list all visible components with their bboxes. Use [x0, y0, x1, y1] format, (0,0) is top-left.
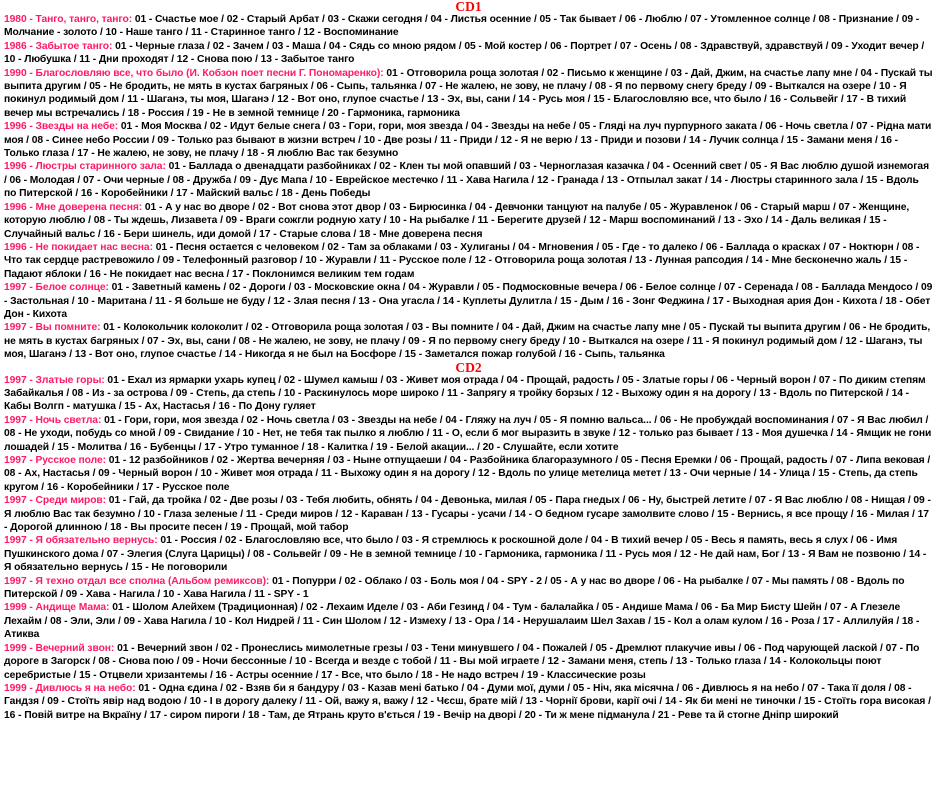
album-header: 1996 - Не покидает нас весна: — [4, 241, 153, 253]
album-entry — [4, 454, 933, 494]
album-header: 1999 - Вечерний звон: — [4, 642, 115, 654]
album-header: 1997 - Златые горы: — [4, 374, 105, 386]
album-entry — [4, 40, 933, 67]
album-entry — [4, 642, 933, 682]
album-entry — [4, 281, 933, 321]
album-tracks: 01 - Счастье мое / 02 - Старый Арбат / 03 - Скажи сегодня / 04 - Листья осенние / 05 - Так бывает / 06 - Люблю / 07 - Утомленное солнце / 08 - Признание / 09 - Молчание - золото / 10 - Наше танго / 11 - Старинное танго / 12 - Воспоминание — [4, 14, 920, 39]
album-entry — [4, 682, 933, 722]
album-tracks: 01 - Гори, гори, моя звезда / 02 - Ночь светла / 03 - Звезды на небе / 04 - Гляжу на луч / 05 - Я помню вальса... / 06 - Не пробуждай воспоминания / 07 - Я Вас любил / 08 - Не уходи, побудь со мной / 09 - Свидание / 10 - Нет, не тебя так пылко я люблю / 11 - О, если б мог выразить в звуке / 12 - только раз бывает / 13 - Моя душечка / 14 - Ямщик не гони лошадей / 15 - Молитва / 16 - Бубенцы / 17 - Утро туманное / 18 - Калитка / 19 - Белой акации... / 20 - Слушайте, если хотите — [4, 414, 932, 453]
album-tracks: 01 - Баллада о двенадцати разбойниках / 02 - Клен ты мой опавший / 03 - Черноглазая казачка / 04 - Осенний свет / 05 - Я Вас люблю душой изнемогая / 06 - Молодая / 07 - Очи черные / 08 - Дружба / 09 - Дує Мапа / 10 - Еврейское местечко / 11 - Хава Нагила / 12 - Гранада / 13 - Отпылал закат / 14 - Люстры старинного зала / 15 - Вдоль по Питерской / 16 - Коробейники / 17 - Майский вальс / 18 - День Победы — [4, 161, 930, 200]
album-tracks: 01 - Гай, да тройка / 02 - Две розы / 03 - Тебя любить, обнять / 04 - Девонька, милая / 05 - Пара гнедых / 06 - Ну, быстрей летите / 07 - Я Вас люблю / 08 - Нищая / 09 - Я люблю Вас так безумно / 10 - Глаза зеленые / 11 - Среди миров / 12 - Караван / 13 - Гусары - усачи / 14 - О бедном гусаре замолвите слово / 15 - Вернись, я все прощу / 16 - Милая / 17 - Дорогой длинною / 18 - Вы просите песен / 19 - Прощай, мой табор — [4, 495, 931, 534]
album-tracks: 01 - Ехал из ярмарки ухарь купец / 02 - Шумел камыш / 03 - Живет моя отрада / 04 - Прощай, радость / 05 - Златые горы / 06 - Черный ворон / 07 - По диким степям Забайкалья / 08 - Из - за острова / 09 - Степь, да степь / 10 - Раскинулось море широко / 11 - Запрягу я тройку борзых / 12 - Выхожу один я на дорогу / 13 - Вдоль по Питерской / 14 - Кабы Волгп - матушка / 15 - Ах, Настасья / 16 - По Дону гуляет — [4, 374, 926, 413]
album-tracks: 01 - Шолом Алейхем (Традиционная) / 02 - Лехаим Иделе / 03 - Аби Гезинд / 04 - Тум - балалайка / 05 - Андише Мама / 06 - Ба Мир Бисту Шейн / 07 - А Глезеле Лехайм / 08 - Эли, Эли / 09 - Хава Нагила / 10 - Кол Нидрей / 11 - Син Шолом / 12 - Измеху / 13 - Ора / 14 - Нерушалаим Шел Захав / 15 - Кол а олам кулом / 16 - Роза / 17 - Аллилуйя / 18 - Атиква — [4, 602, 920, 641]
album-header: 1997 - Русское поле: — [4, 455, 106, 466]
album-tracks: 01 - Отговорила роща золотая / 02 - Письмо к женщине / 03 - Дай, Джим, на счастье лапу мне / 04 - Пускай ты выпита другим / 05 - Не бродить, не мять в кустах багряных / 06 - Сыпь, тальянка / 07 - Не жалею, не зову, не плачу / 08 - Я по первому снегу бреду / 09 - Выткался на озере / 10 - Я покинул родимый дом / 11 - Шаганэ, ты моя, Шаганэ / 12 - Вот оно, глупое счастье / 13 - Эх, вы, сани / 14 - Русь моя / 15 - Благословляю все, что было / 16 - Сольвейг / 17 - В тихий вечер мы встречались / 18 - Россия / 19 - Не в земной темнице / 20 - Гармоника, гармоника — [4, 67, 933, 119]
album-tracks: 01 - Моя Москва / 02 - Идут белые снега / 03 - Гори, гори, моя звезда / 04 - Звезды на небе / 05 - Гляді на луч пурпурного заката / 06 - Ночь светла / 07 - Рідна мати моя / 08 - Синее небо России / 09 - Только раз бывают в жизни встреч / 10 - Две розы / 11 - Приди / 12 - Я не верю / 13 - Приди и позови / 14 - Лучик солнца / 15 - Замани меня / 16 - Только глаза / 17 - Не жалею, не зову, не плачу / 18 - Я люблю Вас так безумно — [4, 121, 932, 160]
album-tracks: 01 - Россия / 02 - Благословляю все, что было / 03 - Я стремлюсь к роскошной доле / 04 - В тихий вечер / 05 - Весь я память, весь я слух / 06 - Имя Пушкинского дома / 07 - Элегия (Слуга Царицы) / 08 - Сольвейг / 09 - Не в земной темнице / 10 - Гармоника, гармоника / 11 - Русь моя / 12 - Не дай нам, Бог / 13 - Я Вам не позвоню / 14 - Я обязательно вернусь / 15 - Не поговорили — [4, 535, 927, 574]
album-entry — [4, 534, 933, 574]
album-tracks: 01 - А у нас во дворе / 02 - Вот снова этот двор / 03 - Бирюсинка / 04 - Девчонки танцуют на палубе / 05 - Журавленок / 06 - Старый марш / 07 - Женщине, которую люблю / 08 - Ты ждешь, Лизавета / 09 - Враги сожгли родную хату / 10 - На рыбалке / 11 - Берегите друзей / 12 - Марш воспоминаний / 13 - Эхо / 14 - Даль великая / 15 - Случайный вальс / 16 - Бери шинель, иди домой / 17 - Старые слова / 18 - Мне доверена песня — [4, 201, 910, 240]
album-header: 1986 - Забытое танго: — [4, 40, 113, 52]
album-tracks: 01 - 12 разбойников / 02 - Жертва вечерняя / 03 - Ныне отпущаеши / 04 - Разбойника благоразумного / 05 - Песня Еремки / 06 - Прощай, радость / 07 - Липа вековая / 08 - Ах, Настасья / 09 - Черный ворон / 10 - Живет моя отрада / 11 - Выхожу один я на дорогу / 12 - Вдоль по улице метелица метет / 13 - Очи черные / 14 - Улица / 15 - Степь, да степь кругом / 16 - Коробейники / 17 - Русское поле — [4, 455, 931, 493]
album-header: 1997 - Ночь светла: — [4, 414, 102, 426]
cd1-album-list — [4, 13, 933, 362]
album-tracks: 01 - Песня остается с человеком / 02 - Там за облаками / 03 - Хулиганы / 04 - Мгновения / 05 - Где - то далеко / 06 - Баллада о красках / 07 - Ноктюрн / 08 - Что так сердце растревожило / 09 - Телефонный разговор / 10 - Журавли / 11 - Русское поле / 12 - Отговорила роща золотая / 13 - Лунная рапсодия / 14 - Мне бесконечно жаль / 15 - Падают яблоки / 16 - Не покидает нас весна / 17 - Поклонимся великим тем годам — [4, 241, 920, 280]
album-tracks: 01 - Одна єдина / 02 - Взяв би я бандуру / 03 - Казав мені батько / 04 - Думи мої, думи / 05 - Ніч, яка місячна / 06 - Дивлюсь я на небо / 07 - Така її доля / 08 - Гандзя / 09 - Стоїть явір над водою / 10 - І в дорогу далеку / 11 - Ой, важу я, важу / 12 - Чєсш, брате мій / 13 - Чорнії брови, карії очі / 14 - Як би мені не тиночки / 15 - Стоїть гора високая / 16 - Повій витре на Вкраїну / 17 - сиром пироги / 18 - Там, де Ятрань круто в'ється / 19 - Вечір на дворі / 20 - Ти ж мене підманула / 21 - Реве та й стогне Дніпр широкий — [4, 682, 931, 721]
album-tracks: 01 - Колокольчик колоколит / 02 - Отговорила роща золотая / 03 - Вы помните / 04 - Дай, Джим на счастье лапу мне / 05 - Пускай ты выпита другим / 06 - Не бродить, не мять в кустах багряных / 07 - Эх, вы, сани / 08 - Не жалею, не зову, не плачу / 09 - Я по первому снегу бреду / 10 - Выткался на озере / 11 - Я покинул родимый дом / 12 - Шаганэ, ты моя, Шаганэ / 13 - Вот оно, глупое счастье / 14 - Никогда я не был на Босфоре / 15 - Заметался пожар голубой / 16 - Сыпь, тальянка — [4, 322, 931, 361]
album-entry — [4, 67, 933, 121]
album-header: 1996 - Мне доверена песня: — [4, 201, 143, 213]
album-entry — [4, 374, 933, 414]
album-entry — [4, 241, 933, 281]
cd2-album-list — [4, 374, 933, 723]
album-tracks: 01 - Черные глаза / 02 - Зачем / 03 - Маша / 04 - Сядь со мною рядом / 05 - Мой костер / 06 - Портрет / 07 - Осень / 08 - Здравствуй, здравствуй / 09 - Уходит вечер / 10 - Любушка / 11 - Дни проходят / 12 - Снова пою / 13 - Забытое танго — [4, 40, 925, 66]
album-header: 1997 - Я тeхно отдал все сполна (Альбом ремиксов): — [4, 575, 270, 587]
album-header: 1996 - Люстры старинного зала: — [4, 161, 166, 173]
album-tracks: 01 - Вечерний звон / 02 - Пронеслись мимолетные грезы / 03 - Тени минувшего / 04 - Пожалей / 05 - Дремлют плакучие ивы / 06 - Под чарующей лаской / 07 - По дороге в Загорск / 08 - Снова пою / 09 - Ночи бессонные / 10 - Всегда и везде с тобой / 11 - Вы мой играете / 12 - Замани меня, степь / 13 - Только глаза / 14 - Колокольцы поют серебристые / 15 - Отцвели хризантемы / 16 - Астры осенние / 17 - Все, что было / 18 - Не надо встреч / 19 - Классические розы — [4, 642, 920, 681]
album-header: 1997 - Белое солнце: — [4, 282, 109, 294]
album-header: 1997 - Вы помните: — [4, 322, 101, 334]
album-header: 1996 - Звезды на небе: — [4, 121, 119, 133]
album-entry — [4, 494, 933, 534]
album-header: 1999 - Дивлюсь я на небо: — [4, 682, 136, 694]
album-header: 1990 - Благословляю все, что было (И. Кобзон поет песни Г. Пономаренко): — [4, 67, 384, 79]
album-tracks: 01 - Заветный камень / 02 - Дороги / 03 - Московские окна / 04 - Журавли / 05 - Подмосковные вечера / 06 - Белое солнце / 07 - Серенада / 08 - Баллада Мендосо / 09 - Застольная / 10 - Маритана / 11 - Я больше не буду / 12 - Злая песня / 13 - Она угасла / 14 - Куплеты Дулитла / 15 - Дым / 16 - Зонг Феджина / 17 - Выходная ария Дон - Кихота / 18 - Обет Дон - Кихота — [4, 282, 933, 320]
album-entry — [4, 601, 933, 641]
album-tracks: 01 - Попурри / 02 - Облако / 03 - Боль моя / 04 - SPY - 2 / 05 - А у нас во дворе / 06 - На рыбалке / 07 - Мы память / 08 - Вдоль по Питерской / 09 - Хава - Нагила / 10 - Хава Нагила / 11 - SPY - 1 — [4, 575, 905, 601]
album-entry — [4, 13, 933, 40]
album-entry — [4, 321, 933, 361]
album-header: 1997 - Среди миров: — [4, 495, 107, 507]
album-entry — [4, 414, 933, 454]
album-entry — [4, 160, 933, 200]
album-header: 1980 - Танго, танго, танго: — [4, 14, 133, 25]
album-header: 1999 - Андище Мама: — [4, 602, 110, 614]
cd2-title: CD2 — [455, 359, 482, 375]
cd1-title: CD1 — [455, 0, 482, 14]
album-entry — [4, 120, 933, 160]
album-header: 1997 - Я обязательно вернусь: — [4, 535, 158, 547]
album-entry — [4, 201, 933, 241]
album-entry — [4, 575, 933, 602]
